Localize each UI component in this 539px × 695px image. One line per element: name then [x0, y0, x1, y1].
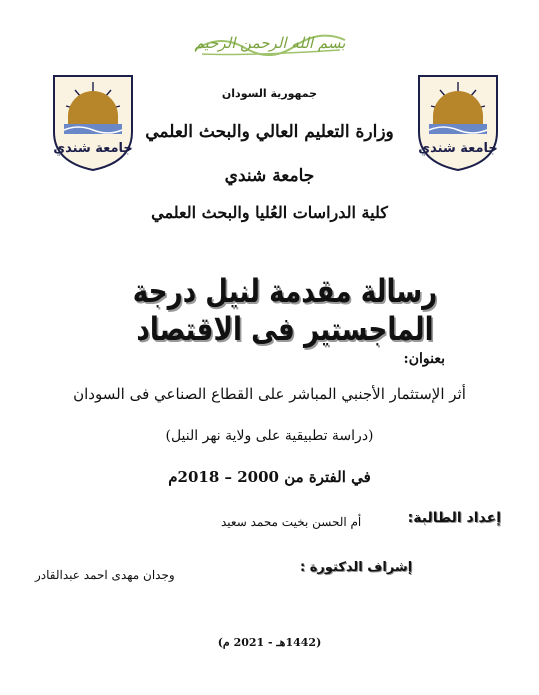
thesis-title: رسالة مقدمة لنيل درجة الماجستير فى الاقتصاد: [132, 272, 438, 348]
titled-label: بعنوان:: [403, 351, 445, 367]
ministry-heading: وزارة التعليم العالي والبحث العلمي: [145, 122, 394, 142]
case-study-note: (دراسة تطبيقية على ولاية نهر النيل): [165, 428, 374, 444]
thesis-subject: أثر الإستثمار الأجنبي المباشر على القطاع الصناعي فى السودان: [73, 385, 466, 403]
student-label: إعداد الطالبة:: [407, 510, 501, 526]
logo-right-text: جامعة شندي: [418, 141, 498, 156]
logo-left-text: جامعة شندي: [53, 141, 133, 156]
basmala-calligraphy: [190, 28, 350, 58]
university-heading: جامعة شندي: [224, 166, 315, 186]
college-heading: كلية الدراسات العُليا والبحث العلمي: [151, 203, 388, 222]
supervisor-name: وجدان مهدى احمد عبدالقادر: [35, 568, 175, 582]
date-footer: (1442هـ - 2021 م): [217, 636, 322, 649]
student-name: أم الحسن بخيت محمد سعيد: [221, 515, 362, 529]
republic-heading: جمهورية السودان: [221, 87, 318, 100]
study-period: في الفترة من 2000 – 2018م: [168, 468, 371, 486]
basmala-text: بسم الله الرحمن الرحيم: [194, 34, 346, 52]
supervisor-label: إشراف الدكتورة :: [300, 560, 413, 575]
